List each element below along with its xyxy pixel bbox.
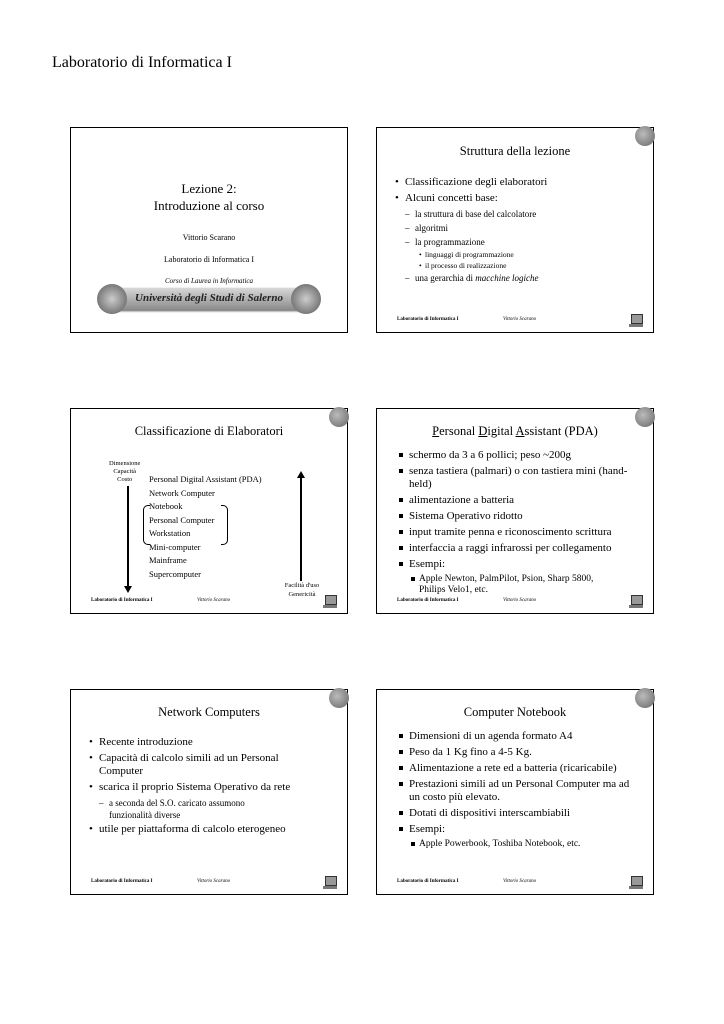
slide-title-line2: Introduzione al corso xyxy=(153,198,265,213)
list-item-emphasis: macchine logiche xyxy=(475,273,539,283)
title-letter: D xyxy=(478,424,488,438)
list-item: alimentazione a batteria xyxy=(397,494,647,507)
list-item-prefix: una gerarchia di xyxy=(415,273,476,283)
list-item: Apple Powerbook, Toshiba Notebook, etc. xyxy=(397,839,639,850)
axis-label: Capacità xyxy=(113,468,137,475)
slide-1 xyxy=(70,127,348,333)
list-item: Esempi: xyxy=(397,823,639,836)
list-item: – la struttura di base del calcolatore xyxy=(393,208,645,220)
up-arrow xyxy=(300,476,302,581)
slide-footer-course: Laboratorio di Informatica I xyxy=(91,598,153,603)
axis-label: Costo xyxy=(117,476,133,483)
slide-6 xyxy=(376,689,654,895)
university-name: Università degli Studi di Salerno xyxy=(135,292,283,304)
list-item: Notebook xyxy=(149,501,183,511)
slide-title-line1: Lezione 2: xyxy=(181,181,237,196)
list-item: Dotati di dispositivi interscambiabili xyxy=(397,807,639,820)
list-item xyxy=(393,272,645,284)
list-item: • Capacità di calcolo simili ad un Personal Computer xyxy=(87,752,309,778)
slide-footer-author: Vittorio Scarano xyxy=(503,879,537,884)
list-item: Alimentazione a rete ed a batteria (ricaricabile) xyxy=(397,762,639,775)
list-item: input tramite penna e riconoscimento scrittura xyxy=(397,526,647,539)
bullet-list xyxy=(87,736,339,839)
computer-icon xyxy=(323,876,337,890)
up-arrow-head xyxy=(297,471,305,478)
list-item: • Alcuni concetti base: xyxy=(393,192,645,205)
list-item: schermo da 3 a 6 pollici; peso ~200g xyxy=(397,449,647,462)
slide-degree: Corso di Laurea in Informatica xyxy=(164,277,254,285)
axis-label: Dimensione xyxy=(109,460,141,467)
slide-5 xyxy=(70,689,348,895)
slide-footer-author: Vittorio Scarano xyxy=(503,598,537,603)
slide-2 xyxy=(376,127,654,333)
page-title: Laboratorio di Informatica I xyxy=(52,54,232,71)
university-logo-icon xyxy=(635,126,655,146)
slide-footer-course: Laboratorio di Informatica I xyxy=(397,879,459,884)
slide-author: Vittorio Scarano xyxy=(182,233,236,242)
list-item: senza tastiera (palmari) o con tastiera mini (hand-held) xyxy=(397,465,647,491)
list-item: interfaccia a raggi infrarossi per collegamento xyxy=(397,542,647,555)
slide-3 xyxy=(70,408,348,614)
slide-title: Struttura della lezione xyxy=(459,144,571,158)
list-item: • linguaggi di programmazione xyxy=(393,250,645,260)
list-item: • il processo di realizzazione xyxy=(393,261,645,271)
slide-footer-course: Laboratorio di Informatica I xyxy=(91,879,153,884)
slide-title xyxy=(377,424,653,439)
slide-title: Computer Notebook xyxy=(463,705,567,719)
left-axis-label xyxy=(109,460,140,484)
list-item: Personal Digital Assistant (PDA) xyxy=(149,474,262,484)
list-item: Workstation xyxy=(149,528,191,538)
slide-footer-author: Vittorio Scarano xyxy=(503,317,537,322)
down-arrow-head xyxy=(124,586,132,593)
list-item: • Recente introduzione xyxy=(87,736,339,749)
slide-course: Laboratorio di Informatica I xyxy=(164,255,254,264)
title-part: ersonal xyxy=(439,424,479,438)
list-item: Dimensioni di un agenda formato A4 xyxy=(397,730,639,743)
list-item: Network Computer xyxy=(149,487,215,498)
slide-footer-author: Vittorio Scarano xyxy=(197,598,231,603)
computer-classes-list xyxy=(149,473,262,581)
list-item: Esempi: xyxy=(397,558,647,571)
list-item: Sistema Operativo ridotto xyxy=(397,510,647,523)
list-item: – a seconda del S.O. caricato assumono funzionalità diverse xyxy=(87,797,269,821)
left-bracket xyxy=(143,505,150,545)
computer-icon xyxy=(629,595,643,609)
list-item: – la programmazione xyxy=(393,236,645,248)
list-item: Mainframe xyxy=(149,555,187,565)
axis-label: Genericità xyxy=(288,591,316,598)
list-item: Apple Newton, PalmPilot, Psion, Sharp 5800, Philips Velo1, etc. xyxy=(397,574,597,596)
slide-footer-course: Laboratorio di Informatica I xyxy=(397,598,459,603)
list-item: Prestazioni simili ad un Personal Computer ma ad un costo più elevato. xyxy=(397,778,639,804)
slide-title: Classificazione di Elaboratori xyxy=(134,424,284,438)
list-item: Supercomputer xyxy=(149,568,201,579)
list-item: • utile per piattaforma di calcolo eterogeneo xyxy=(87,823,339,836)
title-part: igital xyxy=(487,424,516,438)
title-letter: A xyxy=(515,424,525,438)
list-item: • scarica il proprio Sistema Operativo da rete xyxy=(87,781,339,794)
slide-title: Network Computers xyxy=(158,705,260,719)
bullet-list xyxy=(397,730,639,852)
title-letter: P xyxy=(432,424,440,438)
list-item: Peso da 1 Kg fino a 4-5 Kg. xyxy=(397,746,639,759)
computer-icon xyxy=(629,876,643,890)
axis-label: Facilità d'uso xyxy=(284,582,320,589)
computer-icon xyxy=(323,595,337,609)
bullet-list xyxy=(397,449,647,598)
slide-footer-course: Laboratorio di Informatica I xyxy=(397,317,459,322)
down-arrow xyxy=(127,486,129,590)
university-seal-right xyxy=(291,284,321,314)
right-bracket xyxy=(221,505,228,545)
list-item: Mini-computer xyxy=(149,541,201,552)
title-part: ssistant (PDA) xyxy=(524,424,598,438)
slide-4 xyxy=(376,408,654,614)
list-item: • Classificazione degli elaboratori xyxy=(393,176,645,189)
computer-icon xyxy=(629,314,643,328)
university-seal-left xyxy=(97,284,127,314)
list-item: – algoritmi xyxy=(393,222,645,234)
bullet-list xyxy=(393,176,645,286)
university-banner xyxy=(101,288,317,310)
list-item: Personal Computer xyxy=(149,514,215,525)
slide-footer-author: Vittorio Scarano xyxy=(197,879,231,884)
